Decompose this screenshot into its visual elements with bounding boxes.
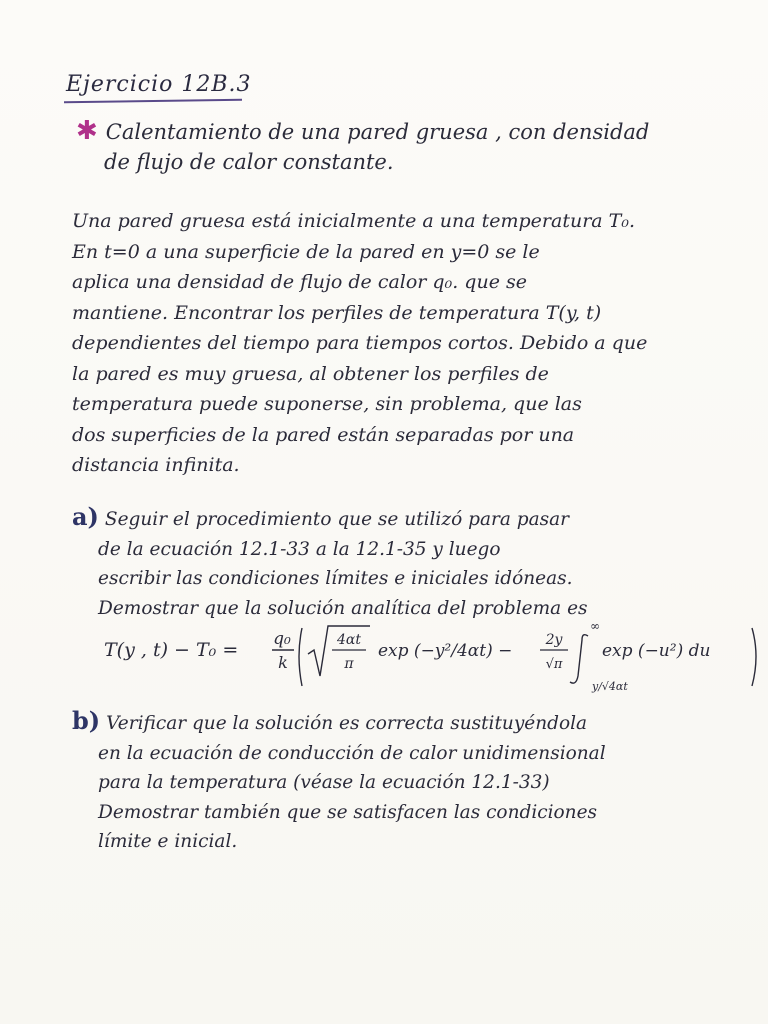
eq-frac-den: k [278,653,288,672]
statement-line: temperatura puede suponerse, sin problema, que las [72,393,582,415]
eq-sqrt-num: 4αt [337,632,361,648]
solution-equation [104,616,764,696]
eq-sqrt-den: π [344,656,354,672]
exercise-subtitle [76,116,716,177]
problem-statement [72,206,732,481]
eq-exp-term: exp (−y²/4αt) − [378,641,513,661]
part-b [72,706,742,857]
eq-coef-num: 2y [545,632,563,648]
part-b-marker: b) [72,706,101,735]
statement-line: distancia infinita. [72,454,240,476]
part-a-line: de la ecuación 12.1-33 a la 12.1-35 y luego [98,538,501,560]
eq-paren-close [752,628,756,686]
eq-integrand: exp (−u²) du [602,641,711,661]
statement-line: En t=0 a una superficie de la pared en y=0 se le [72,240,540,263]
exercise-title: Ejercicio 12B.3 [66,72,252,97]
eq-integral-sign [570,635,588,683]
part-b-line: para la temperatura (véase la ecuación 12.1-33) [98,772,550,793]
statement-line: dependientes del tiempo para tiempos cortos. Debido a que [72,332,648,354]
asterisk-icon: ✱ [76,116,98,146]
title-underline [64,99,242,103]
statement-line: Una pared gruesa está inicialmente a una temperatura T₀. [72,210,635,232]
eq-lhs: T(y , t) − T₀ = [104,639,239,661]
part-a-line: Demostrar que la solución analítica del problema es [98,597,588,619]
statement-line: aplica una densidad de flujo de calor q₀. que se [72,271,527,293]
part-b-line: Verificar que la solución es correcta sustituyéndola [106,713,588,734]
eq-upper-limit: ∞ [590,619,600,633]
part-a-line: Seguir el procedimiento que se utilizó para pasar [104,509,569,530]
equation-svg [104,616,764,696]
part-b-line: límite e inicial. [98,831,238,852]
statement-line: la pared es muy gruesa, al obtener los perfiles de [72,362,549,385]
part-b-line: en la ecuación de conducción de calor unidimensional [98,742,606,764]
part-a [72,502,742,623]
statement-line: mantiene. Encontrar los perfiles de temperatura T(y, t) [72,301,602,324]
eq-lower-limit: y/√4αt [592,680,628,693]
part-a-line: escribir las condiciones límites e iniciales idóneas. [98,568,573,589]
subtitle-line-1: Calentamiento de una pared gruesa , con densidad [105,120,650,144]
part-b-line: Demostrar también que se satisfacen las condiciones [98,801,598,823]
part-a-marker: a) [72,502,99,531]
eq-coef-den: √π [545,657,563,672]
eq-frac-num: q₀ [273,629,291,649]
statement-line: dos superficies de la pared están separadas por una [72,423,575,446]
eq-paren-open [299,628,302,686]
subtitle-line-2: de flujo de calor constante. [104,150,394,174]
